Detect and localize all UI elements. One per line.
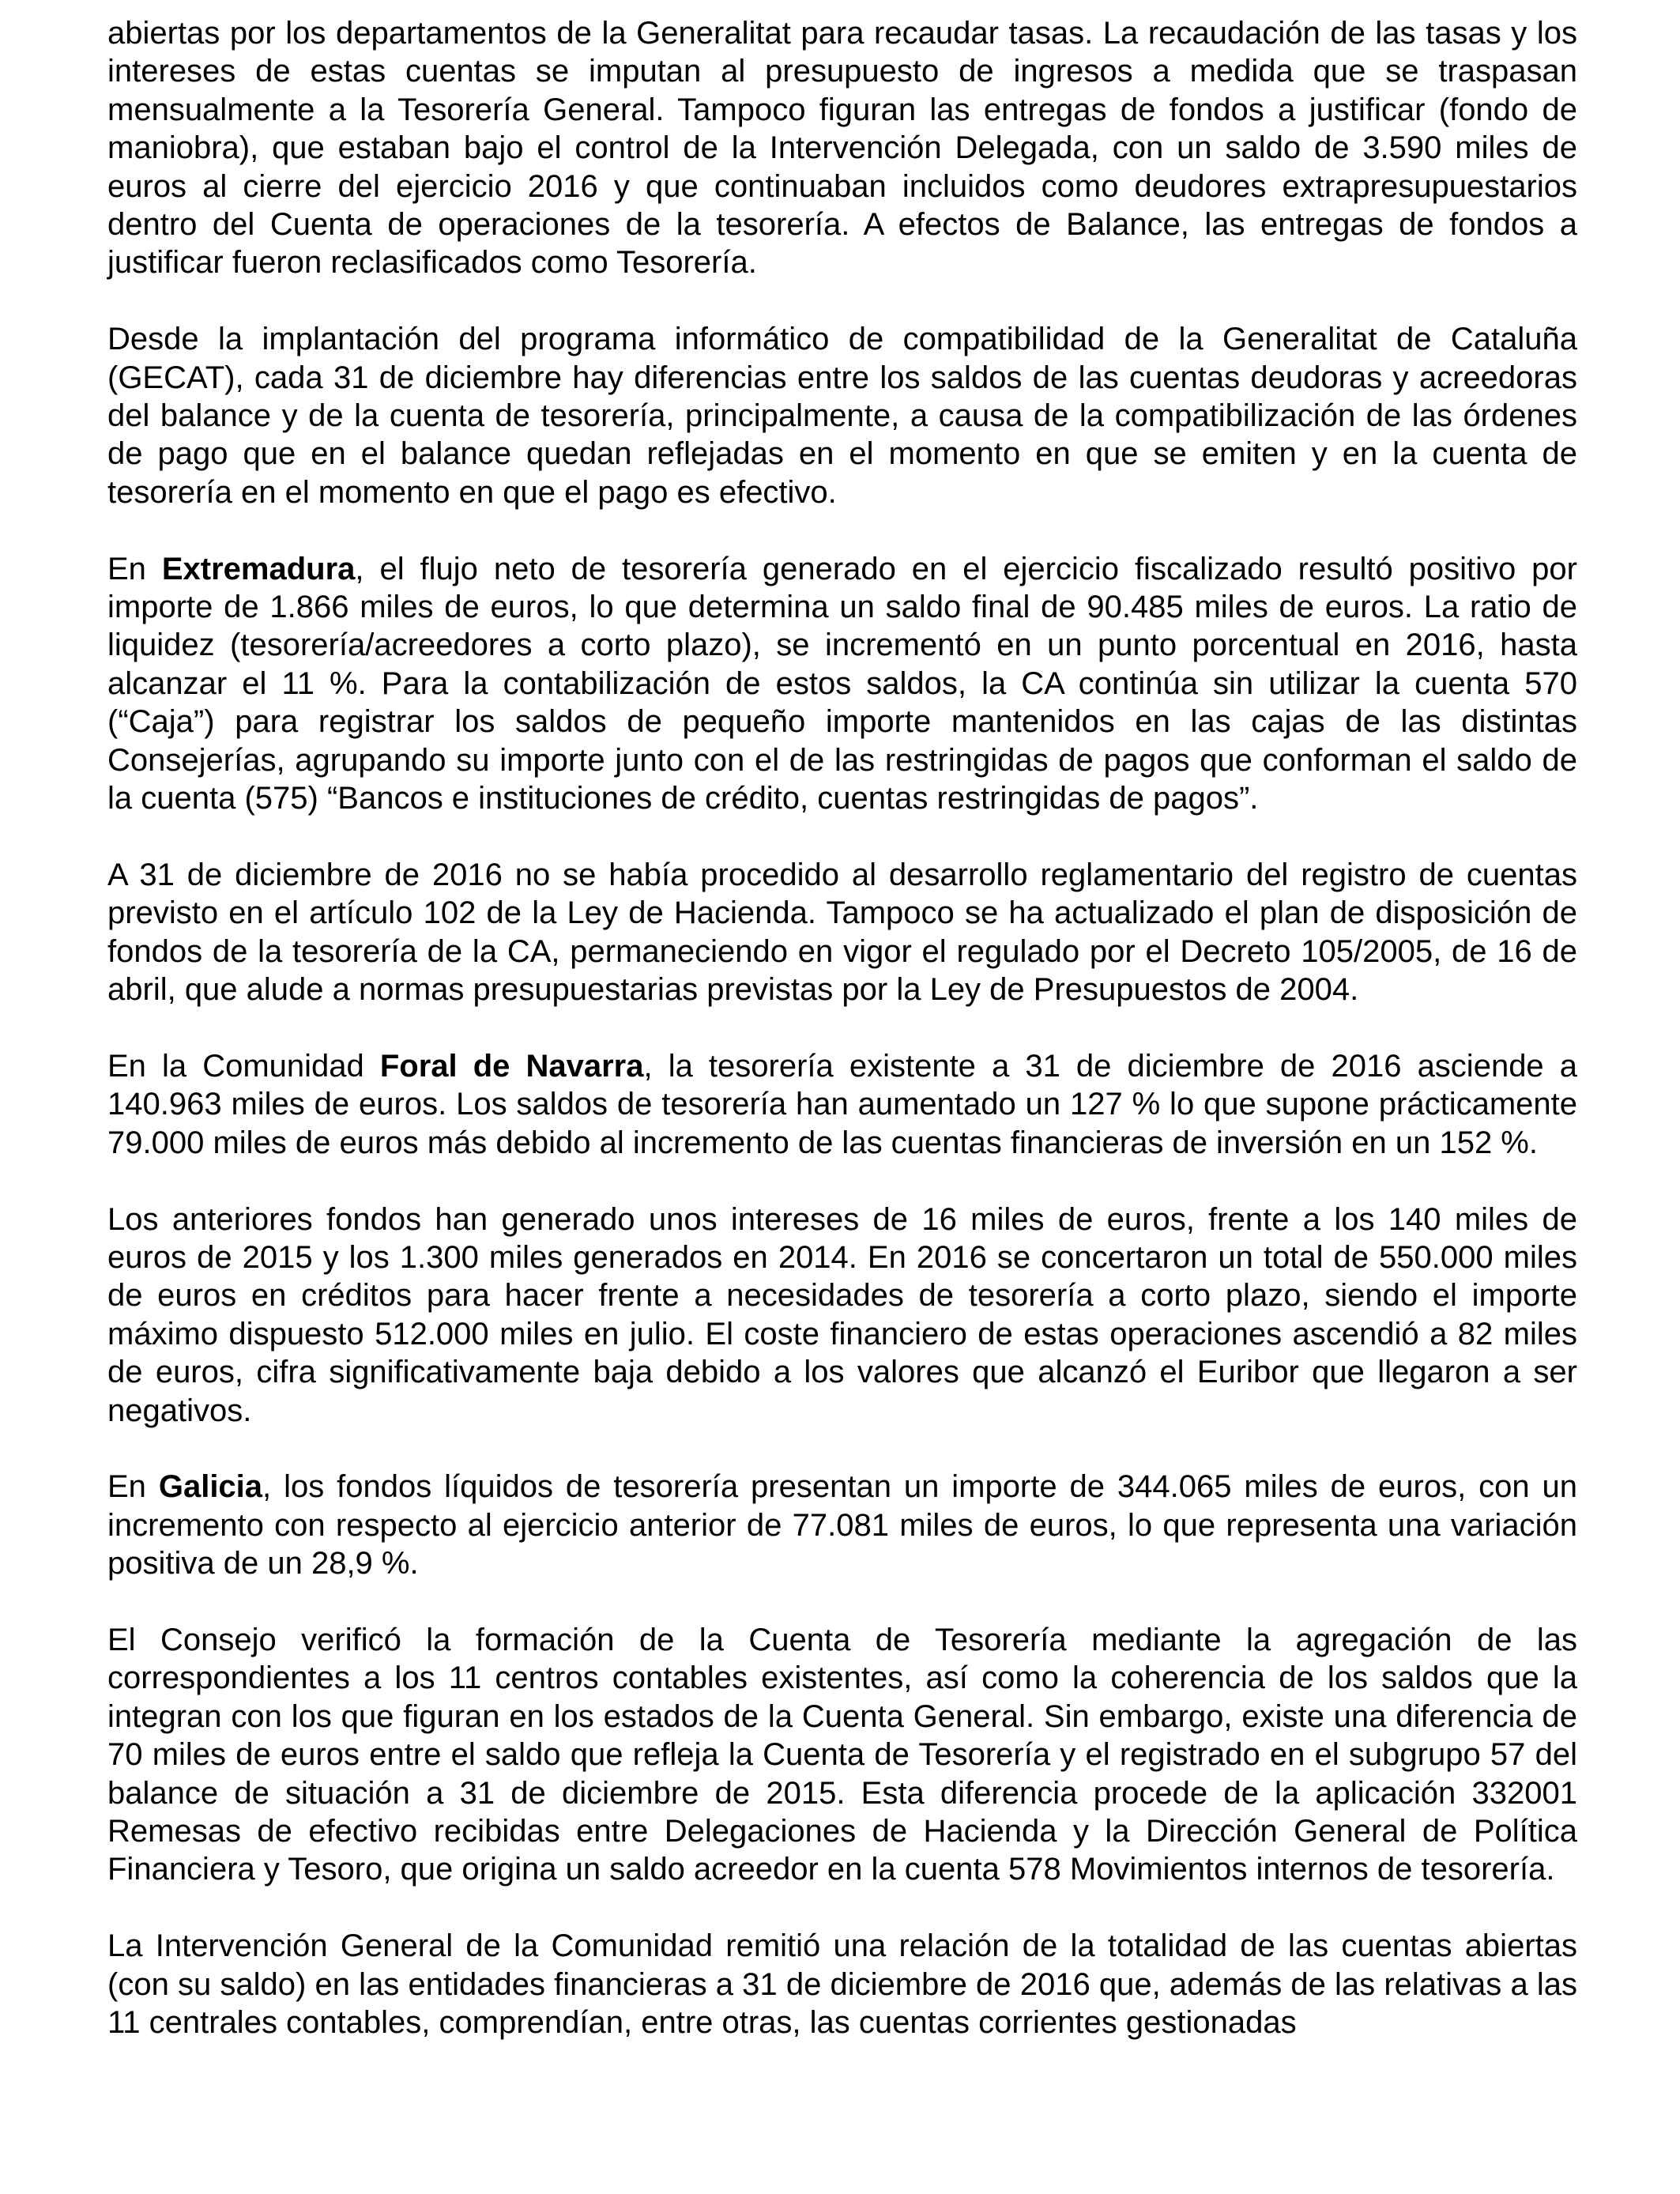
body-text <box>107 14 1577 2041</box>
text-run: , los fondos líquidos de tesorería presentan un importe de 344.065 miles de euros, con un incremento con respecto al ejercicio anterior de 77.081 miles de euros, lo que representa una variación positiva de un 28,9 %. <box>107 1469 1578 1581</box>
paragraph <box>107 1047 1577 1162</box>
text-run: , el flujo neto de tesorería generado en el ejercicio fiscalizado resultó positivo por importe de 1.866 miles de euros, lo que determina un saldo final de 90.485 miles de euros. La ratio de liquidez (tesorería/acreedores a corto plazo), se incrementó en un punto porcentual en 2016, hasta alcanzar el 11 %. Para la contabilización de estos saldos, la CA continúa sin utilizar la cuenta 570 (“Caja”) para registrar los saldos de pequeño importe mantenidos en las cajas de las distintas Consejerías, agrupando su importe junto con el de las restringidas de pagos que conforman el saldo de la cuenta (575) “Bancos e instituciones de crédito, cuentas restringidas de pagos”. <box>107 551 1577 816</box>
paragraph <box>107 550 1577 818</box>
text-run: A 31 de diciembre de 2016 no se había procedido al desarrollo reglamentario del registro de cuentas previsto en el artículo 102 de la Ley de Hacienda. Tampoco se ha actualizado el plan de disposición de fondos de la tesorería de la CA, permaneciendo en vigor el regulado por el Decreto 105/2005, de 16 de abril, que alude a normas presupuestarias previstas por la Ley de Presupuestos de 2004. <box>107 857 1577 1008</box>
paragraph <box>107 320 1577 511</box>
paragraph <box>107 1201 1577 1430</box>
text-run: Desde la implantación del programa informático de compatibilidad de la Generalitat de Cataluña (GECAT), cada 31 de diciembre hay diferencias entre los saldos de las cuentas deudoras y acreedoras del balance y de la cuenta de tesorería, principalmente, a causa de la compatibilización de las órdenes de pago que en el balance quedan reflejadas en el momento en que se emiten y en la cuenta de tesorería en el momento en que el pago es efectivo. <box>107 322 1577 510</box>
paragraph <box>107 856 1577 1009</box>
text-run: En <box>107 551 162 586</box>
document-page <box>107 14 1577 2080</box>
paragraph <box>107 14 1577 282</box>
text-run: abiertas por los departamentos de la Generalitat para recaudar tasas. La recaudación de las tasas y los intereses de estas cuentas se imputan al presupuesto de ingresos a medida que se traspasan mensualmente a la Tesorería General. Tampoco figuran las entregas de fondos a justificar (fondo de maniobra), que estaban bajo el control de la Intervención Delegada, con un saldo de 3.590 miles de euros al cierre del ejercicio 2016 y que continuaban incluidos como deudores extrapresupuestarios dentro del Cuenta de operaciones de la tesorería. A efectos de Balance, las entregas de fondos a justificar fueron reclasificados como Tesorería. <box>107 16 1577 281</box>
paragraph <box>107 1621 1577 1889</box>
paragraph <box>107 1468 1577 1582</box>
text-run: El Consejo verificó la formación de la Cuenta de Tesorería mediante la agregación de las correspondientes a los 11 centros contables existentes, así como la coherencia de los saldos que la integran con los que figuran en los estados de la Cuenta General. Sin embargo, existe una diferencia de 70 miles de euros entre el saldo que refleja la Cuenta de Tesorería y el registrado en el subgrupo 57 del balance de situación a 31 de diciembre de 2015. Esta diferencia procede de la aplicación 332001 Remesas de efectivo recibidas entre Delegaciones de Hacienda y la Dirección General de Política Financiera y Tesoro, que origina un saldo acreedor en la cuenta 578 Movimientos internos de tesorería. <box>107 1622 1577 1887</box>
text-run: Los anteriores fondos han generado unos intereses de 16 miles de euros, frente a los 140 miles de euros de 2015 y los 1.300 miles generados en 2014. En 2016 se concertaron un total de 550.000 miles de euros en créditos para hacer frente a necesidades de tesorería a corto plazo, siendo el importe máximo dispuesto 512.000 miles en julio. El coste financiero de estas operaciones ascendió a 82 miles de euros, cifra significativamente baja debido a los valores que alcanzó el Euribor que llegaron a ser negativos. <box>107 1201 1577 1428</box>
text-run: La Intervención General de la Comunidad remitió una relación de la totalidad de las cuentas abiertas (con su saldo) en las entidades financieras a 31 de diciembre de 2016 que, además de las relativas a las 11 centrales contables, comprendían, entre otras, las cuentas corrientes gestionadas <box>107 1928 1577 2040</box>
text-run: En <box>107 1469 159 1505</box>
bold-text: Extremadura <box>161 551 356 586</box>
paragraph <box>107 1927 1577 2041</box>
bold-text: Galicia <box>158 1469 263 1505</box>
text-run: En la Comunidad <box>107 1048 380 1084</box>
text-run: , la tesorería existente a 31 de diciembre de 2016 asciende a 140.963 miles de euros. Los saldos de tesorería han aumentado un 127 % lo que supone prácticamente 79.000 miles de euros más debido al incremento de las cuentas financieras de inversión en un 152 %. <box>107 1048 1578 1160</box>
bold-text: Foral de Navarra <box>379 1048 644 1084</box>
